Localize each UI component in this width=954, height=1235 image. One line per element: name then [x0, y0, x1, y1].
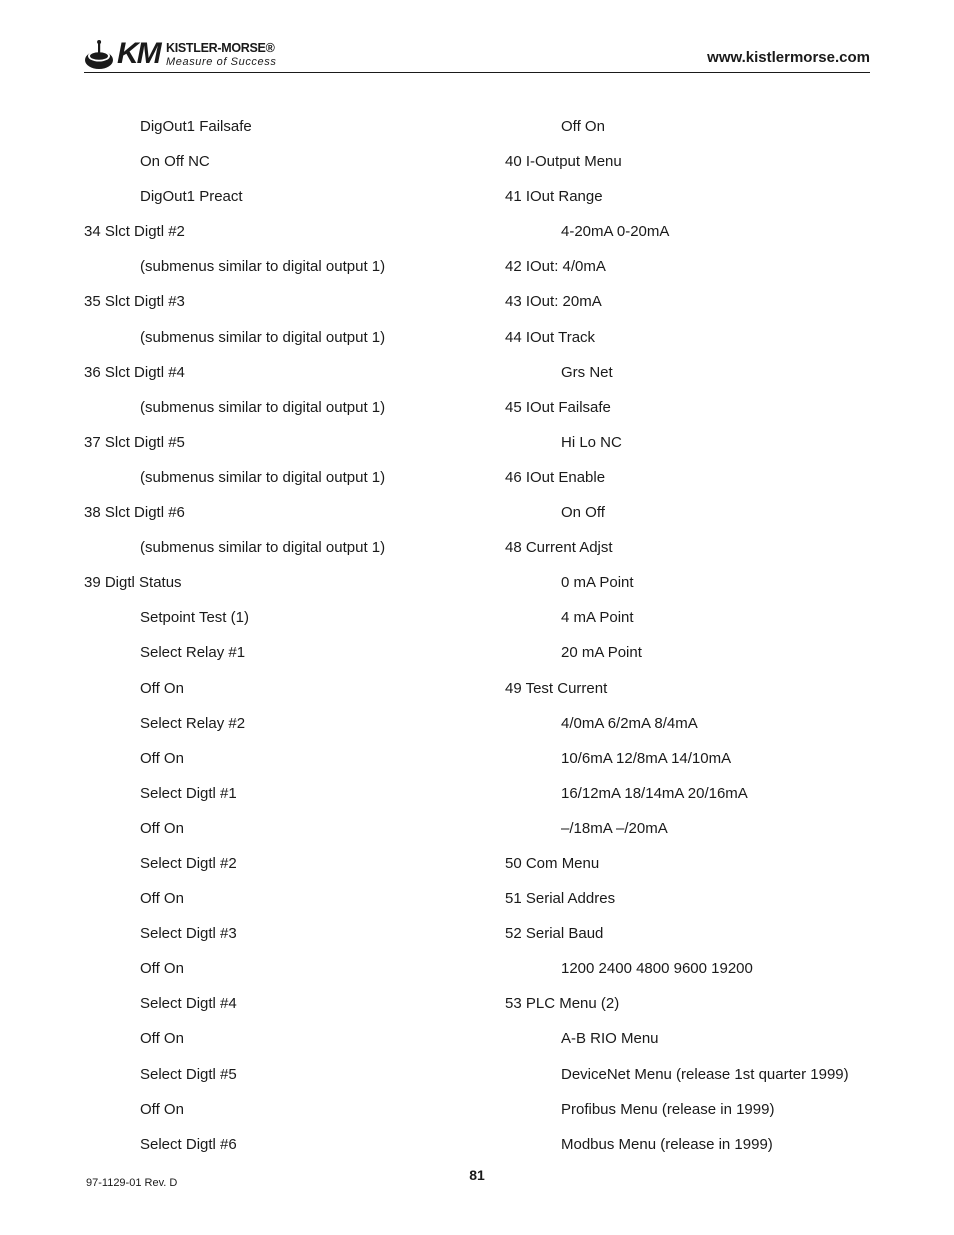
menu-line: Off On	[140, 679, 184, 697]
menu-line: On Off	[561, 504, 605, 522]
menu-line: 16/12mA 18/14mA 20/16mA	[561, 784, 748, 802]
menu-line: Modbus Menu (release in 1999)	[561, 1135, 773, 1153]
menu-line: A-B RIO Menu	[561, 1030, 659, 1048]
menu-line: Off On	[140, 960, 184, 978]
right-menu-column	[505, 115, 925, 1168]
menu-line: –/18mA –/20mA	[561, 819, 668, 837]
website-link[interactable]: www.kistlermorse.com	[707, 49, 870, 66]
menu-line: Select Digtl #3	[140, 925, 237, 943]
menu-line: 52 Serial Baud	[505, 925, 604, 943]
menu-line: 44 IOut Track	[505, 328, 596, 346]
company-logo	[84, 38, 284, 72]
menu-line: 35 Slct Digtl #3	[84, 293, 185, 311]
menu-line: DeviceNet Menu (release 1st quarter 1999)	[561, 1065, 849, 1083]
menu-line: Select Digtl #1	[140, 784, 237, 802]
left-menu-column	[84, 115, 484, 1168]
menu-line: Hi Lo NC	[561, 433, 622, 451]
menu-line: 37 Slct Digtl #5	[84, 433, 185, 451]
menu-line: 48 Current Adjst	[505, 539, 613, 557]
menu-line: Off On	[140, 1100, 184, 1118]
brand-name: KISTLER-MORSE®	[166, 41, 275, 55]
menu-line: 41 IOut Range	[505, 188, 603, 206]
menu-line: 49 Test Current	[505, 679, 608, 697]
menu-line: (submenus similar to digital output 1)	[140, 539, 386, 557]
menu-line: 38 Slct Digtl #6	[84, 504, 185, 522]
menu-line: 40 I-Output Menu	[505, 153, 622, 171]
page-header	[84, 38, 870, 73]
menu-line: (submenus similar to digital output 1)	[140, 328, 386, 346]
menu-line: 50 Com Menu	[505, 854, 600, 872]
menu-line: Off On	[140, 1030, 184, 1048]
menu-line: 39 Digtl Status	[84, 574, 182, 592]
scale-emblem-icon	[84, 39, 116, 71]
menu-line: Setpoint Test (1)	[140, 609, 249, 627]
menu-line: Off On	[140, 749, 184, 767]
menu-line: (submenus similar to digital output 1)	[140, 258, 386, 276]
logo-monogram: KM	[117, 37, 160, 70]
menu-line: Select Digtl #4	[140, 995, 237, 1013]
menu-line: Off On	[561, 118, 605, 135]
menu-line: 45 IOut Failsafe	[505, 398, 611, 416]
menu-line: 1200 2400 4800 9600 19200	[561, 960, 753, 978]
menu-line: 4/0mA 6/2mA 8/4mA	[561, 714, 698, 732]
menu-line: Select Digtl #2	[140, 854, 237, 872]
menu-line: Off On	[140, 819, 184, 837]
menu-line: 42 IOut: 4/0mA	[505, 258, 606, 276]
menu-line: 20 mA Point	[561, 644, 642, 662]
menu-line: Select Digtl #6	[140, 1135, 237, 1153]
menu-line: Select Digtl #5	[140, 1065, 237, 1083]
menu-line: DigOut1 Failsafe	[140, 118, 252, 135]
menu-line: Profibus Menu (release in 1999)	[561, 1100, 775, 1118]
menu-line: On Off NC	[140, 153, 210, 171]
menu-line: Select Relay #2	[140, 714, 246, 732]
menu-line: 36 Slct Digtl #4	[84, 363, 185, 381]
menu-line: 51 Serial Addres	[505, 890, 616, 908]
menu-line: 43 IOut: 20mA	[505, 293, 602, 311]
menu-line: 0 mA Point	[561, 574, 634, 592]
menu-line: 46 IOut Enable	[505, 468, 606, 486]
brand-tagline: Measure of Success	[166, 56, 277, 68]
menu-line: 10/6mA 12/8mA 14/10mA	[561, 749, 732, 767]
document-revision: 97-1129-01 Rev. D	[86, 1177, 178, 1189]
menu-line: 4 mA Point	[561, 609, 634, 627]
menu-line: (submenus similar to digital output 1)	[140, 468, 386, 486]
menu-line: 53 PLC Menu (2)	[505, 995, 620, 1013]
menu-line: DigOut1 Preact	[140, 188, 243, 206]
page-number: 81	[469, 1167, 485, 1183]
menu-line: (submenus similar to digital output 1)	[140, 398, 386, 416]
menu-line: 34 Slct Digtl #2	[84, 223, 185, 241]
menu-line: Grs Net	[561, 363, 613, 381]
menu-line: 4-20mA 0-20mA	[561, 223, 670, 241]
menu-line: Select Relay #1	[140, 644, 246, 662]
menu-line: Off On	[140, 890, 184, 908]
